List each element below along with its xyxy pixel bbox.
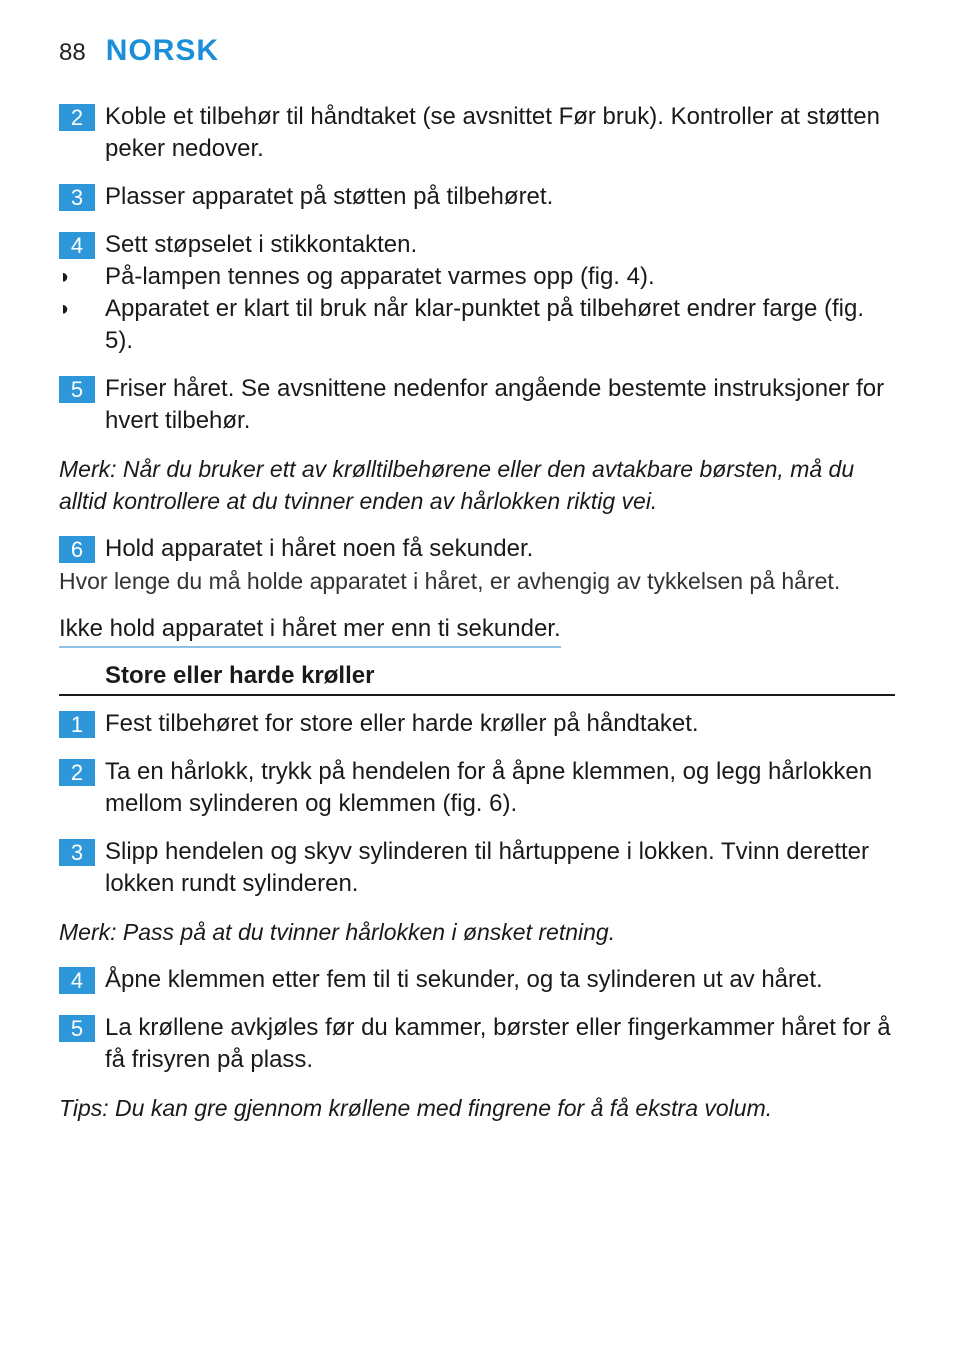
step-number-badge: 5 [59, 376, 95, 403]
page-content [59, 101, 895, 1140]
step-number-badge: 4 [59, 232, 95, 259]
step-number-badge: 4 [59, 967, 95, 994]
step-text: Ta en hårlokk, trykk på hendelen for å åpne klemmen, og legg hårlokken mellom sylinderen og klemmen (fig. 6). [105, 758, 873, 817]
bullet-text: På-lampen tennes og apparatet varmes opp (fig. 4). [105, 263, 655, 290]
step-text: Sett støpselet i stikkontakten. [105, 231, 418, 258]
section-subheading: Store eller harde krøller [59, 660, 895, 696]
step-item [59, 964, 895, 996]
step-number-badge: 3 [59, 839, 95, 866]
section-title: NORSK [105, 34, 220, 67]
step-text: Koble et tilbehør til håndtaket (se avsnittet Før bruk). Kontroller at støtten peker nedover. [105, 103, 880, 162]
step-item [59, 836, 895, 900]
step-text: Fest tilbehøret for store eller harde krøller på håndtaket. [105, 710, 699, 737]
bullet-icon: ◗ [59, 298, 72, 320]
step-number-badge: 1 [59, 711, 95, 738]
step-text: Friser håret. Se avsnittene nedenfor angående bestemte instruksjoner for hvert tilbehør. [105, 375, 885, 434]
note-text: Merk: Når du bruker ett av krølltilbehørene eller den avtakbare børsten, må du alltid kontrollere at du tvinner enden av hårlokken riktig vei. [59, 456, 855, 514]
bullet-icon: ◗ [59, 266, 72, 288]
step-text: Plasser apparatet på støtten på tilbehøret. [105, 183, 554, 210]
result-bullet [59, 293, 895, 357]
step-text: La krøllene avkjøles før du kammer, børster eller fingerkammer håret for å få frisyren på plass. [105, 1014, 891, 1073]
step-number-badge: 5 [59, 1015, 95, 1042]
bullet-text: Apparatet er klart til bruk når klar-punktet på tilbehøret endrer farge (fig. 5). [105, 295, 865, 354]
step-text: Slipp hendelen og skyv sylinderen til hårtuppene i lokken. Tvinn deretter lokken rundt sylinderen. [105, 838, 870, 897]
page-number: 88 [59, 39, 86, 66]
step-item [59, 181, 895, 213]
step-text: Åpne klemmen etter fem til ti sekunder, og ta sylinderen ut av håret. [105, 966, 823, 993]
step-number-badge: 2 [59, 104, 95, 131]
step-item [59, 229, 895, 261]
step-item [59, 101, 895, 165]
warning-text: Ikke hold apparatet i håret mer enn ti sekunder. [59, 613, 561, 648]
tip-text: Tips: Du kan gre gjennom krøllene med fingrene for å få ekstra volum. [59, 1095, 773, 1121]
step-item [59, 1012, 895, 1076]
step-number-badge: 3 [59, 184, 95, 211]
step-item [59, 533, 895, 565]
step-number-badge: 6 [59, 536, 95, 563]
result-bullet [59, 261, 895, 293]
step-item [59, 373, 895, 437]
page-header [59, 34, 219, 74]
step-item [59, 708, 895, 740]
step-text: Hold apparatet i håret noen få sekunder. [105, 535, 534, 562]
note-text: Merk: Pass på at du tvinner hårlokken i ønsket retning. [59, 919, 616, 945]
step-number-badge: 2 [59, 759, 95, 786]
step-item [59, 756, 895, 820]
info-text: Hvor lenge du må holde apparatet i håret, er avhengig av tykkelsen på håret. [59, 568, 841, 594]
